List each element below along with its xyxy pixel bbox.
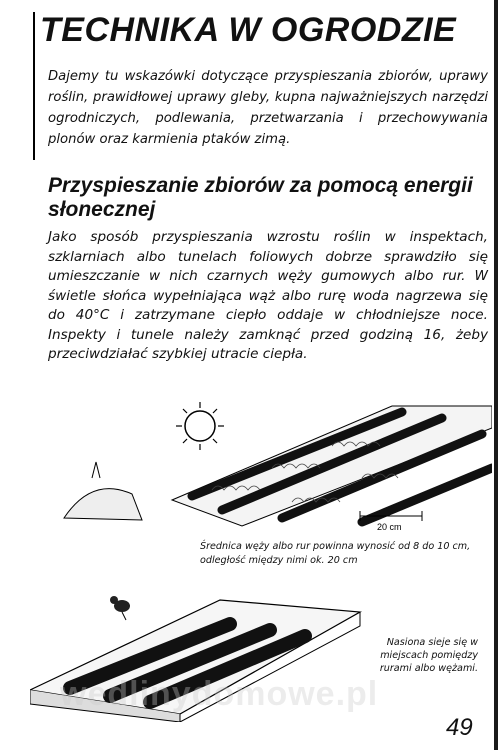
intro-paragraph: Dajemy tu wskazówki dotyczące przyspieszania zbiorów, uprawy roślin, prawidłowej uprawy gleby, kupna najważniejszych narzędzi ogrodniczych, podlewania, przetwarzania i przechowywania plonów oraz karmienia ptaków zimą. (48, 69, 488, 147)
section-body: Jako sposób przyspieszania wzrostu roślin w inspektach, szklarniach albo tunelach foliowych dobrze sprawdziło się umieszczanie w nich czarnych węży gumowych albo rur. W świetle słońca wypełniająca wąż albo rurę woda nagrzewa się do 40°C i zatrzymane ciepło oddaje w chłodniejsze noce. Inspekty i tunele należy zamknąć przed godziną 16, żeby przeciwdziałać szybkiej utracie ciepła. (48, 229, 488, 362)
hill-mound (64, 462, 142, 520)
watermark: wedlinydomowe.pl (60, 675, 379, 713)
figure1-caption: Średnica węży albo rur powinna wynosić od 8 do 10 cm, odległość między nimi ok. 20 cm (200, 541, 471, 566)
page-title: TECHNIKA W OGRODZIE (40, 11, 457, 49)
bird-icon (110, 596, 130, 620)
page-number: 49 (446, 714, 473, 741)
sun-icon (176, 402, 224, 450)
planting-beds (172, 406, 492, 526)
section-heading: Przyspieszanie zbiorów za pomocą energii słonecznej (48, 174, 473, 221)
dimension-label: 20 cm (377, 522, 402, 532)
title-side-rule (33, 12, 35, 160)
sun-beds-illustration (62, 398, 492, 540)
figure2-caption: Nasiona sieje się w miejscach pomiędzy rurami albo wężami. (379, 637, 478, 674)
page-edge (494, 0, 498, 750)
